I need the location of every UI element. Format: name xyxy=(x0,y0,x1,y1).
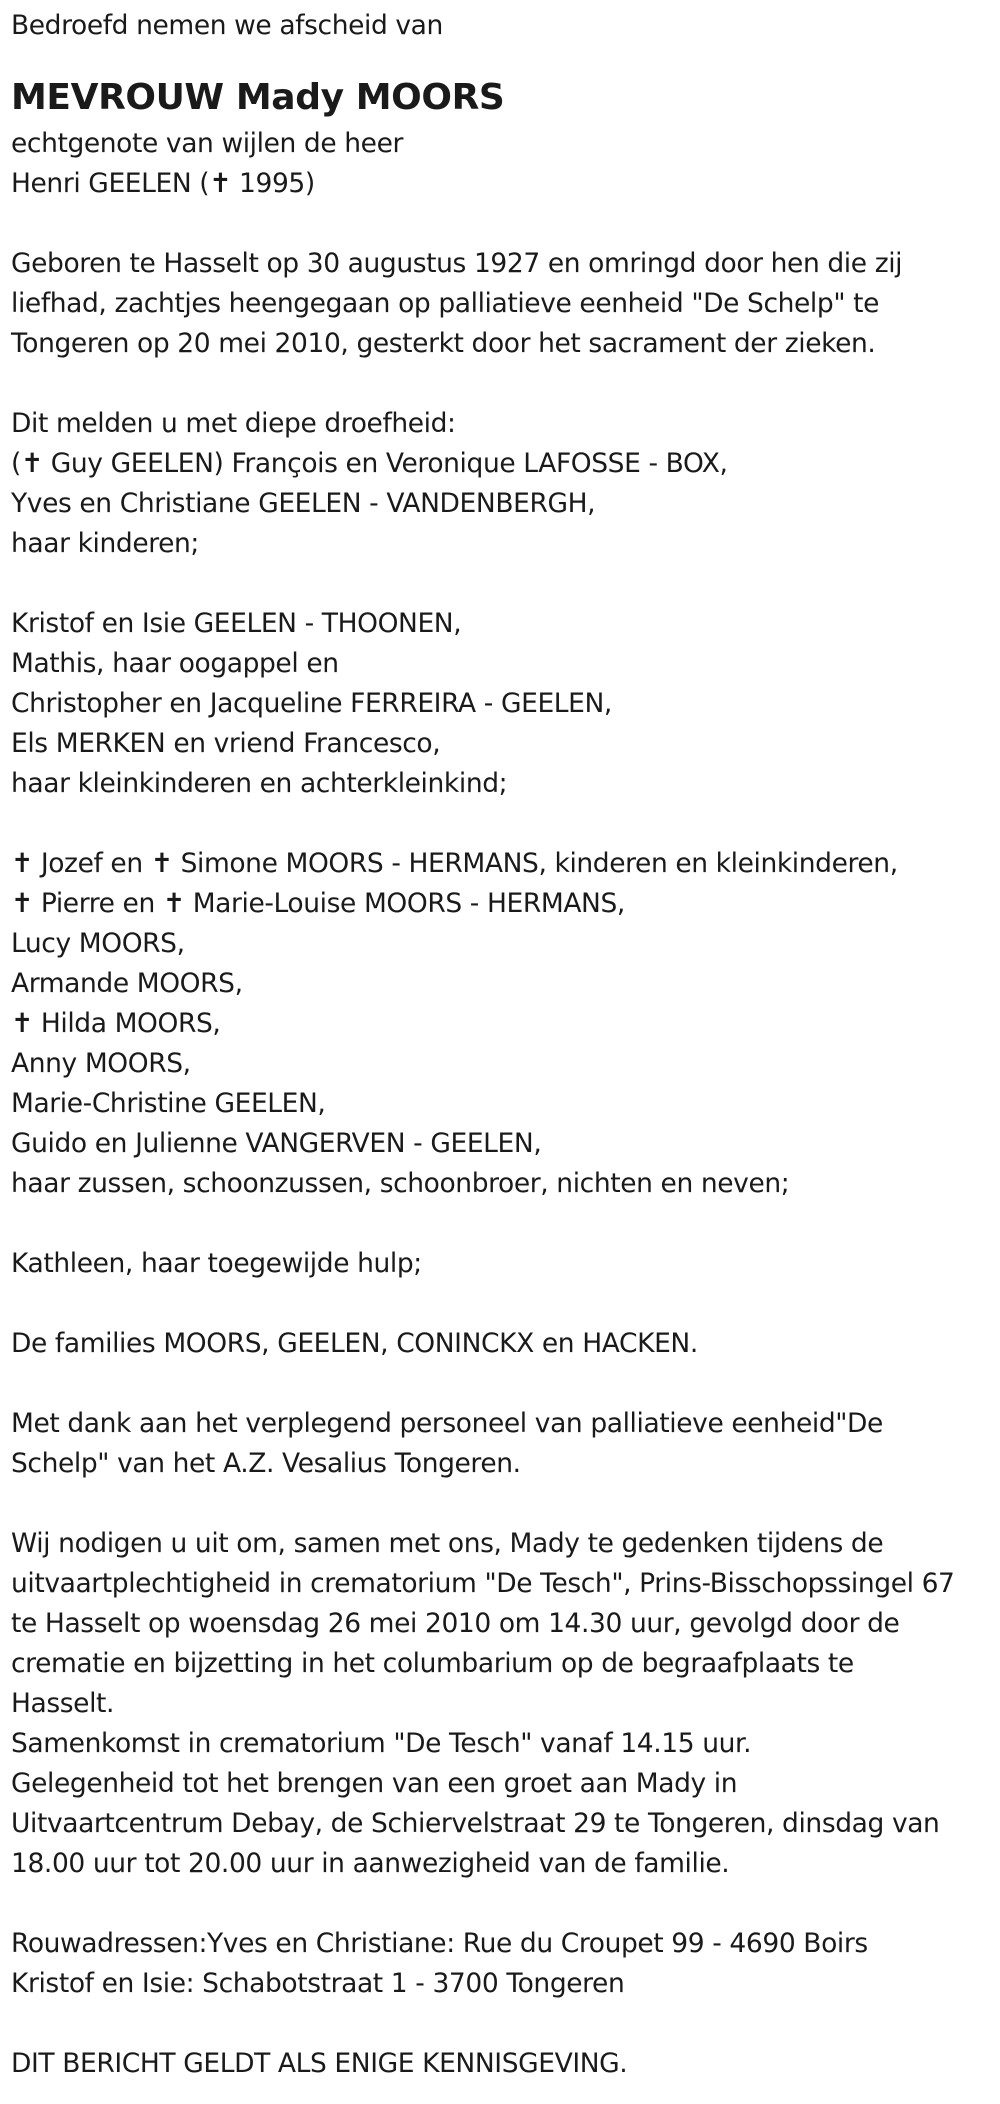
siblings-line: Guido en Julienne VANGERVEN - GEELEN, xyxy=(11,1128,542,1159)
spouse-line: Henri GEELEN (✝ 1995) xyxy=(11,168,315,199)
children-line: Yves en Christiane GEELEN - VANDENBERGH, xyxy=(11,488,596,519)
siblings-line: Lucy MOORS, xyxy=(11,928,185,959)
ceremony-line: crematie en bijzetting in het columbarium op de begraafplaats te xyxy=(11,1648,854,1679)
spacer xyxy=(11,1204,1000,1244)
ceremony-line: Samenkomst in crematorium "De Tesch" vanaf 14.15 uur. xyxy=(11,1728,752,1759)
spacer xyxy=(11,364,1000,404)
spacer xyxy=(11,804,1000,844)
ceremony-line: Uitvaartcentrum Debay, de Schiervelstraat 29 te Tongeren, dinsdag van xyxy=(11,1808,940,1839)
spouse-section xyxy=(11,124,1000,204)
addresses-section xyxy=(11,1924,1000,2004)
ceremony-line: Wij nodigen u uit om, samen met ons, Mady te gedenken tijdens de xyxy=(11,1528,884,1559)
ceremony-line: 18.00 uur tot 20.00 uur in aanwezigheid van de familie. xyxy=(11,1848,730,1879)
grandchildren-line: Mathis, haar oogappel en xyxy=(11,648,339,679)
birth-death-line: liefhad, zachtjes heengegaan op palliatieve eenheid "De Schelp" te xyxy=(11,288,880,319)
ceremony-line: uitvaartplechtigheid in crematorium "De Tesch", Prins-Bisschopssingel 67 xyxy=(11,1568,955,1599)
spacer xyxy=(11,1484,1000,1524)
siblings-line: ✝ Pierre en ✝ Marie-Louise MOORS - HERMANS, xyxy=(11,888,625,919)
thanks-section xyxy=(11,1404,1000,1484)
address-line: Rouwadressen:Yves en Christiane: Rue du Croupet 99 - 4690 Boirs xyxy=(11,1928,868,1959)
families-line: De families MOORS, GEELEN, CONINCKX en HACKEN. xyxy=(11,1328,698,1359)
grandchildren-line: haar kleinkinderen en achterkleinkind; xyxy=(11,768,508,799)
spacer xyxy=(11,1284,1000,1324)
grandchildren-line: Els MERKEN en vriend Francesco, xyxy=(11,728,441,759)
intro-text: Bedroefd nemen we afscheid van xyxy=(11,10,443,41)
spacer xyxy=(11,2004,1000,2044)
grandchildren-section xyxy=(11,604,1000,804)
ceremony-section xyxy=(11,1524,1000,1884)
birth-death-line: Geboren te Hasselt op 30 augustus 1927 en omringd door hen die zij xyxy=(11,248,903,279)
thanks-line: Met dank aan het verplegend personeel van palliatieve eenheid"De xyxy=(11,1408,883,1439)
spacer xyxy=(11,1364,1000,1404)
children-section xyxy=(11,404,1000,564)
siblings-line: Armande MOORS, xyxy=(11,968,243,999)
thanks-line: Schelp" van het A.Z. Vesalius Tongeren. xyxy=(11,1448,521,1479)
grandchildren-line: Kristof en Isie GEELEN - THOONEN, xyxy=(11,608,462,639)
ceremony-line: te Hasselt op woensdag 26 mei 2010 om 14.30 uur, gevolgd door de xyxy=(11,1608,900,1639)
siblings-line: Anny MOORS, xyxy=(11,1048,191,1079)
ceremony-line: Gelegenheid tot het brengen van een groet aan Mady in xyxy=(11,1768,738,1799)
spacer xyxy=(11,564,1000,604)
siblings-line: haar zussen, schoonzussen, schoonbroer, nichten en neven; xyxy=(11,1168,790,1199)
notice-line: DIT BERICHT GELDT ALS ENIGE KENNISGEVING. xyxy=(11,2048,628,2079)
spacer xyxy=(11,204,1000,244)
siblings-line: ✝ Jozef en ✝ Simone MOORS - HERMANS, kinderen en kleinkinderen, xyxy=(11,848,898,879)
children-line: haar kinderen; xyxy=(11,528,199,559)
ceremony-line: Hasselt. xyxy=(11,1688,115,1719)
address-line: Kristof en Isie: Schabotstraat 1 - 3700 Tongeren xyxy=(11,1968,625,1999)
deceased-name: MEVROUW Mady MOORS xyxy=(11,77,505,118)
siblings-line: ✝ Hilda MOORS, xyxy=(11,1008,221,1039)
siblings-line: Marie-Christine GEELEN, xyxy=(11,1088,326,1119)
grandchildren-line: Christopher en Jacqueline FERREIRA - GEELEN, xyxy=(11,688,612,719)
birth-death-line: Tongeren op 20 mei 2010, gesterkt door het sacrament der zieken. xyxy=(11,328,876,359)
children-line: Dit melden u met diepe droefheid: xyxy=(11,408,456,439)
spouse-line: echtgenote van wijlen de heer xyxy=(11,128,403,159)
helper-line: Kathleen, haar toegewijde hulp; xyxy=(11,1248,422,1279)
children-line: (✝ Guy GEELEN) François en Veronique LAFOSSE - BOX, xyxy=(11,448,728,479)
birth-death-section xyxy=(11,244,1000,364)
spacer xyxy=(11,1884,1000,1924)
siblings-section xyxy=(11,844,1000,1204)
